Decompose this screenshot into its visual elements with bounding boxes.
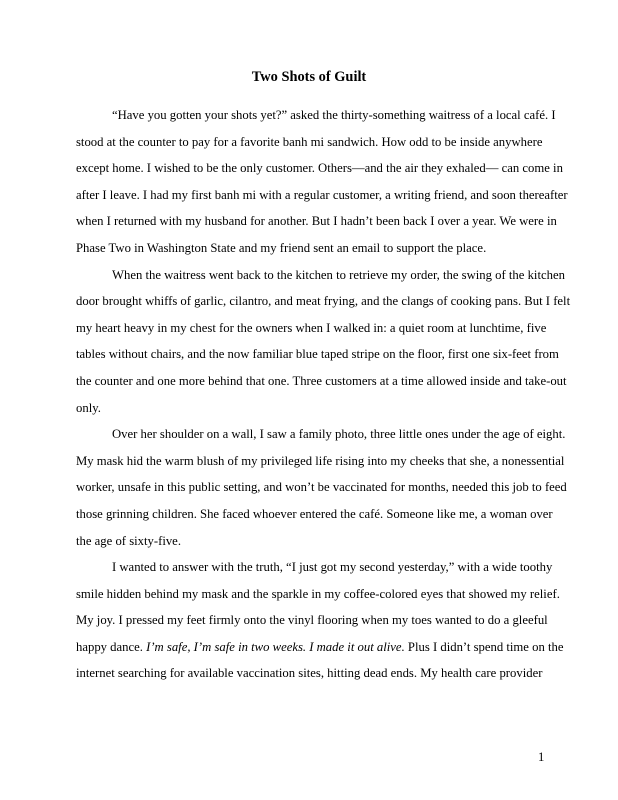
text-line: Phase Two in Washington State and my friend sent an email to support the place. xyxy=(76,240,487,255)
text-line: those grinning children. She faced whoever entered the café. Someone like me, a woman over xyxy=(76,506,553,521)
text-line: Over her shoulder on a wall, I saw a family photo, three little ones under the age of eight. xyxy=(112,427,566,442)
text-line: worker, unsafe in this public setting, and won’t be vaccinated for months, needed this job to feed xyxy=(76,480,567,495)
text-segment: happy dance. xyxy=(76,639,147,654)
text-line: except home. I wished to be the only customer. Others—and the air they exhaled— can come in xyxy=(76,161,563,176)
text-line: My joy. I pressed my feet firmly onto the vinyl flooring when my toes wanted to do a gleeful xyxy=(76,613,548,628)
text-segment: Plus I didn’t spend time on the xyxy=(404,639,564,654)
paragraph xyxy=(76,421,567,554)
text-line: door brought whiffs of garlic, cilantro, and meat frying, and the clangs of cooking pans. But I felt xyxy=(76,294,571,309)
document-body xyxy=(76,102,571,687)
text-line-mixed xyxy=(76,634,564,661)
paragraph xyxy=(76,102,568,262)
text-line: the counter and one more behind that one. Three customers at a time allowed inside and take-out xyxy=(76,373,567,388)
text-line: I wanted to answer with the truth, “I just got my second yesterday,” with a wide toothy xyxy=(112,560,553,575)
text-line: My mask hid the warm blush of my privileged life rising into my cheeks that she, a nonessential xyxy=(76,453,565,468)
paragraph xyxy=(76,262,571,422)
text-line: my heart heavy in my chest for the owners when I walked in: a quiet room at lunchtime, five xyxy=(76,320,547,335)
document-title: Two Shots of Guilt xyxy=(251,69,367,85)
text-line: internet searching for available vaccination sites, hitting dead ends. My health care provider xyxy=(76,666,543,681)
page-number: 1 xyxy=(538,750,545,764)
text-line: stood at the counter to pay for a favorite banh mi sandwich. How odd to be inside anywhere xyxy=(76,134,543,149)
text-line: only. xyxy=(76,400,101,415)
text-line: tables without chairs, and the now familiar blue taped stripe on the floor, first one six-feet from xyxy=(76,347,559,362)
text-line: after I leave. I had my first banh mi with a regular customer, a writing friend, and soon thereafter xyxy=(76,187,568,202)
text-line: When the waitress went back to the kitchen to retrieve my order, the swing of the kitchen xyxy=(112,267,565,282)
paragraph xyxy=(76,554,564,687)
text-line: smile hidden behind my mask and the sparkle in my coffee-colored eyes that showed my relief. xyxy=(76,586,560,601)
text-line: when I returned with my husband for another. But I hadn’t been back I over a year. We were in xyxy=(76,214,557,229)
text-line: “Have you gotten your shots yet?” asked the thirty-something waitress of a local café. I xyxy=(112,108,556,122)
text-line: the age of sixty-five. xyxy=(76,533,181,548)
italic-text: I’m safe, I’m safe in two weeks. I made it out alive. xyxy=(146,639,405,654)
